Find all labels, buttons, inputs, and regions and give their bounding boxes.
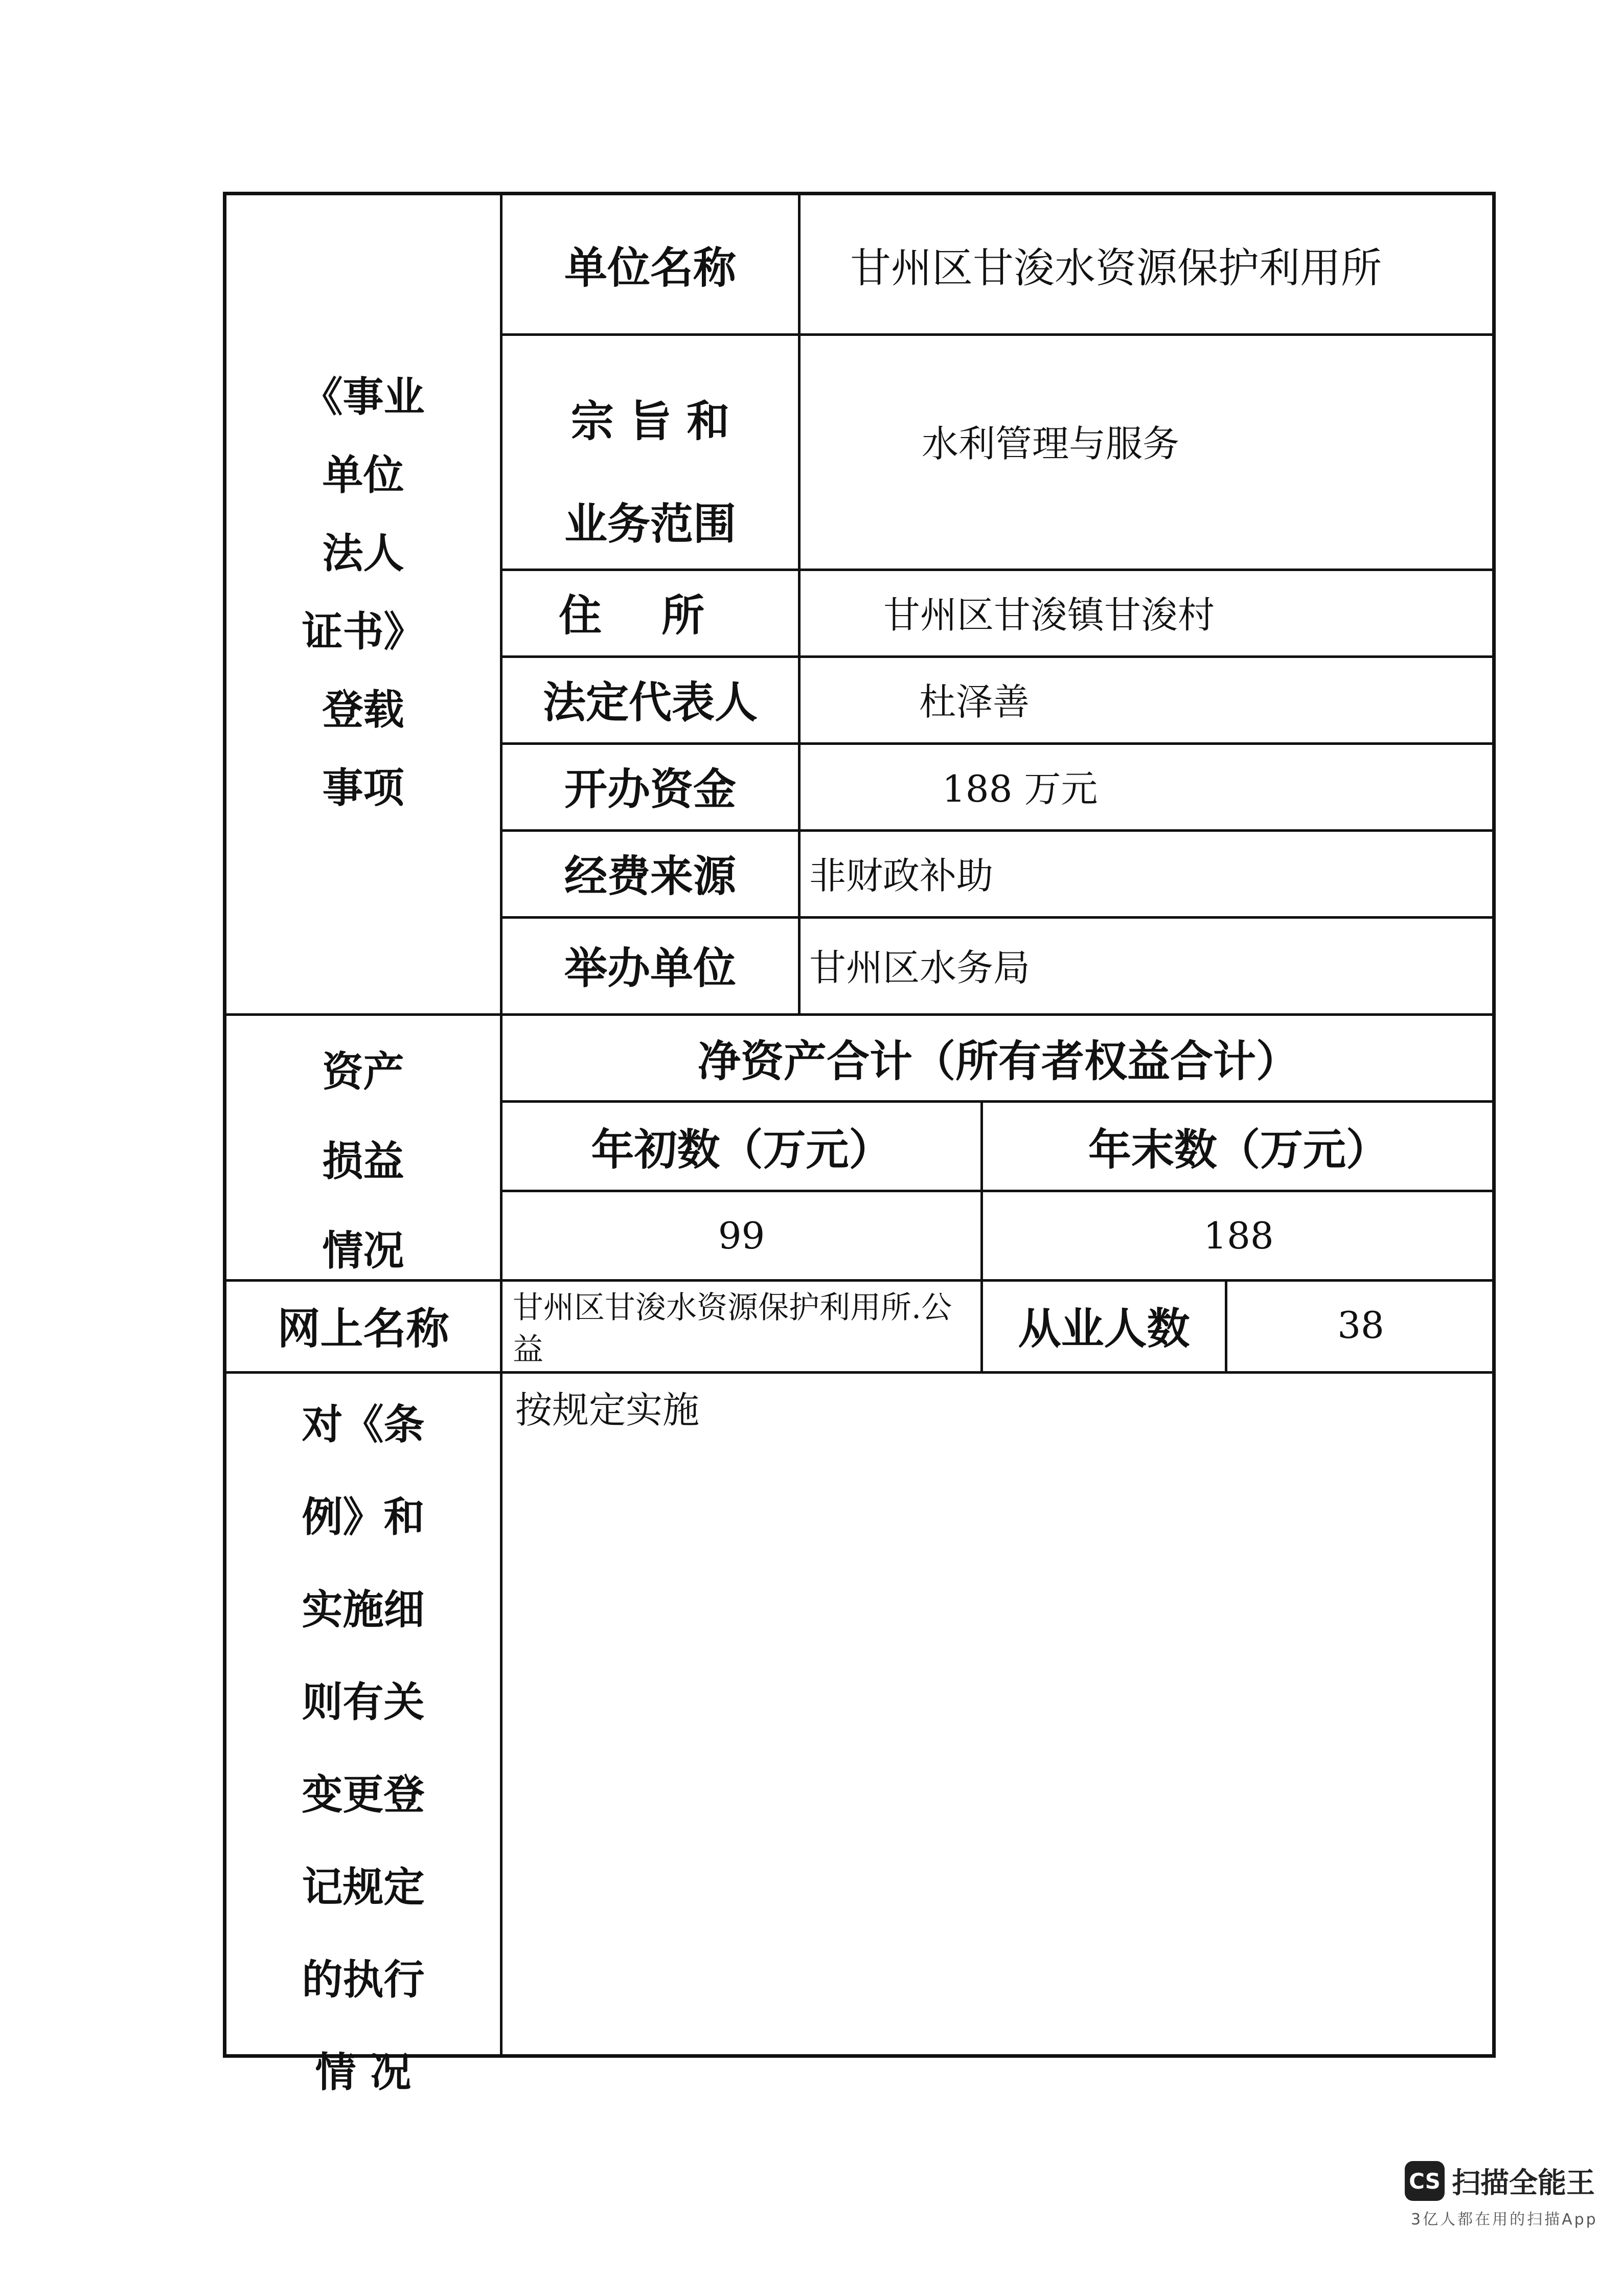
unit-name-label: 单位名称	[564, 242, 736, 293]
capital-label: 开办资金	[564, 763, 736, 814]
execution-section-header	[226, 1392, 500, 2098]
begin-amount-label: 年初数（万元）	[591, 1124, 892, 1175]
funding-source-value: 非财政补助	[809, 854, 994, 897]
header-line: 对《条	[302, 1400, 425, 1448]
purpose-value: 水利管理与服务	[922, 422, 1180, 465]
staff-count-label: 从业人数	[1018, 1303, 1190, 1354]
header-line: 的执行	[302, 1956, 425, 2004]
header-line: 变更登	[302, 1770, 425, 1818]
header-line: 情况	[322, 1226, 404, 1275]
app-name: 扫描全能王	[1452, 2167, 1595, 2200]
unit-name-value: 甘州区甘浚水资源保护利用所	[850, 244, 1382, 292]
header-line: 例》和	[302, 1493, 425, 1541]
app-watermark	[1405, 2161, 1595, 2201]
address-value: 甘州区甘浚镇甘浚村	[883, 594, 1215, 636]
online-name-label: 网上名称	[277, 1303, 449, 1354]
header-line: 事项	[322, 764, 404, 812]
funding-source-label: 经费来源	[564, 850, 736, 901]
column-divider-registration	[798, 195, 801, 1015]
header-line: 单位	[322, 451, 404, 499]
online-name-value	[513, 1287, 952, 1371]
registration-form	[223, 192, 1496, 2096]
section-divider	[226, 1371, 1494, 1374]
header-line: 情 况	[315, 2048, 412, 2096]
header-line: 记规定	[302, 1863, 425, 1911]
purpose-label	[502, 387, 798, 552]
header-line: 损益	[322, 1137, 404, 1185]
header-line: 资产	[322, 1048, 404, 1096]
header-line: 实施细	[302, 1585, 425, 1633]
legal-rep-value: 杜泽善	[919, 680, 1030, 723]
app-tagline: 3亿人都在用的扫描App	[1411, 2211, 1598, 2229]
online-name-line: 益	[513, 1332, 543, 1368]
header-line: 法人	[322, 529, 404, 577]
sponsor-label: 举办单位	[564, 942, 736, 993]
label-line: 宗 旨 和	[570, 396, 730, 446]
legal-rep-label: 法定代表人	[542, 676, 758, 728]
begin-amount-value: 99	[718, 1214, 765, 1257]
cs-logo-icon: CS	[1405, 2161, 1445, 2201]
end-amount-value: 188	[1203, 1214, 1274, 1257]
net-assets-header: 净资产合计（所有者权益合计）	[697, 1036, 1299, 1086]
header-line: 《事业	[302, 373, 425, 421]
sponsor-value: 甘州区水务局	[809, 946, 1031, 989]
end-amount-label: 年末数（万元）	[1088, 1124, 1389, 1175]
header-line: 证书》	[302, 607, 425, 655]
address-label: 住 所	[559, 589, 704, 641]
header-line: 则有关	[302, 1678, 425, 1726]
capital-value: 188 万元	[942, 767, 1098, 810]
label-line: 业务范围	[564, 498, 736, 549]
execution-value: 按规定实施	[515, 1389, 700, 1431]
staff-count-value: 38	[1337, 1304, 1384, 1347]
registration-section-header	[226, 364, 500, 814]
online-name-line: 甘州区甘浚水资源保护利用所.公	[513, 1290, 952, 1326]
header-line: 登载	[322, 686, 404, 734]
assets-section-header	[226, 1039, 500, 1277]
